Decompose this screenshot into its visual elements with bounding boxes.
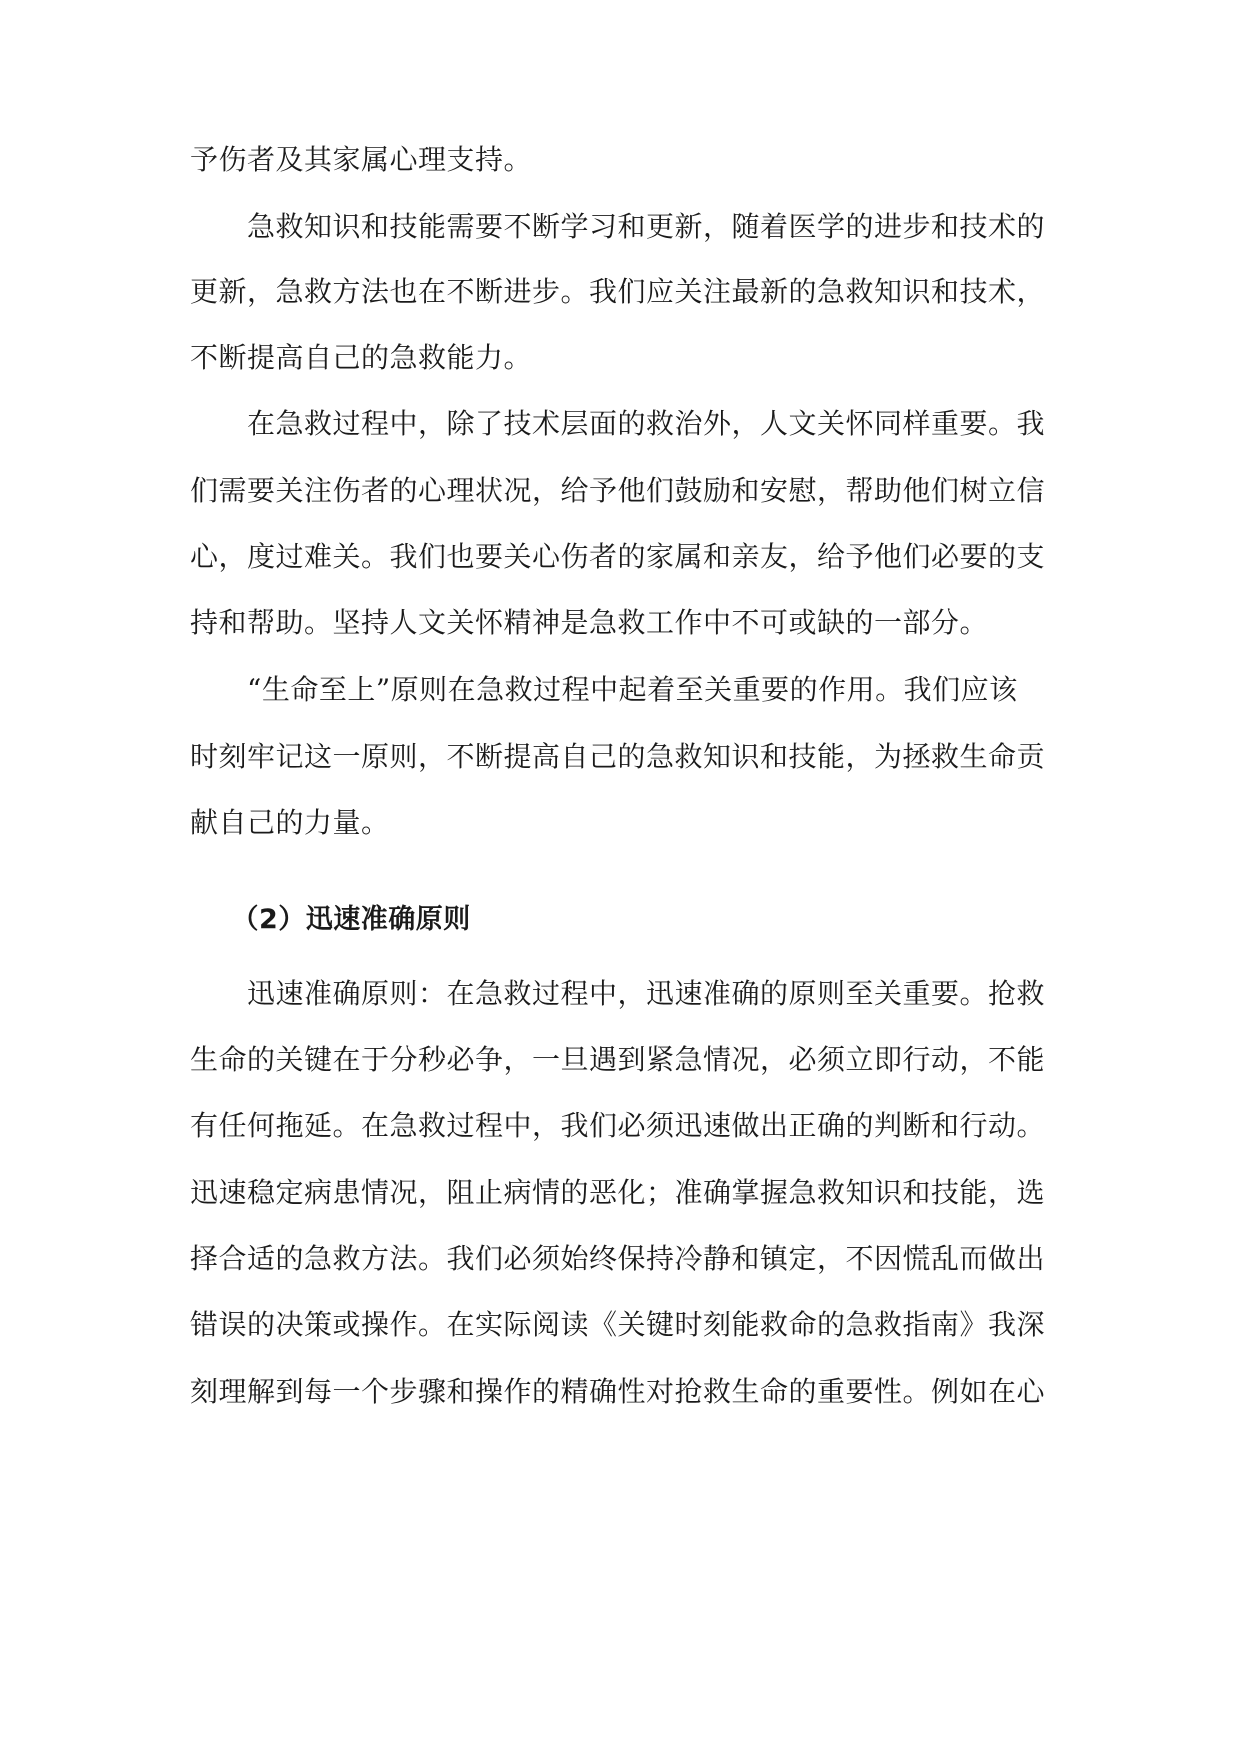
text-line: 迅速准确原则：在急救过程中，迅速准确的原则至关重要。抢救 (190, 977, 1046, 1010)
text-line: 有任何拖延。在急救过程中，我们必须迅速做出正确的判断和行动。 (190, 1109, 1046, 1142)
text-line: “生命至上”原则在急救过程中起着至关重要的作用。我们应该 (190, 673, 1018, 706)
text-line: 们需要关注伤者的心理状况，给予他们鼓励和安慰，帮助他们树立信 (190, 474, 1046, 507)
text-line: 在急救过程中，除了技术层面的救治外，人文关怀同样重要。我 (190, 407, 1046, 440)
text-line: 不断提高自己的急救能力。 (190, 341, 533, 374)
section-heading: （2）迅速准确原则 (190, 904, 471, 935)
text-line: 迅速稳定病患情况，阻止病情的恶化；准确掌握急救知识和技能，选 (190, 1176, 1046, 1209)
text-line: 急救知识和技能需要不断学习和更新，随着医学的进步和技术的 (190, 210, 1046, 243)
text-line: 持和帮助。坚持人文关怀精神是急救工作中不可或缺的一部分。 (190, 606, 989, 639)
text-line: 心，度过难关。我们也要关心伤者的家属和亲友，给予他们必要的支 (190, 540, 1046, 573)
text-line: 错误的决策或操作。在实际阅读《关键时刻能救命的急救指南》我深 (190, 1308, 1046, 1341)
text-line: 择合适的急救方法。我们必须始终保持冷静和镇定，不因慌乱而做出 (190, 1242, 1046, 1275)
text-line: 予伤者及其家属心理支持。 (190, 143, 533, 176)
text-line: 生命的关键在于分秒必争，一旦遇到紧急情况，必须立即行动，不能 (190, 1043, 1046, 1076)
text-line: 献自己的力量。 (190, 806, 390, 839)
text-line: 刻理解到每一个步骤和操作的精确性对抢救生命的重要性。例如在心 (190, 1375, 1046, 1408)
text-line: 更新，急救方法也在不断进步。我们应关注最新的急救知识和技术， (190, 275, 1046, 308)
text-line: 时刻牢记这一原则，不断提高自己的急救知识和技能，为拯救生命贡 (190, 740, 1046, 773)
